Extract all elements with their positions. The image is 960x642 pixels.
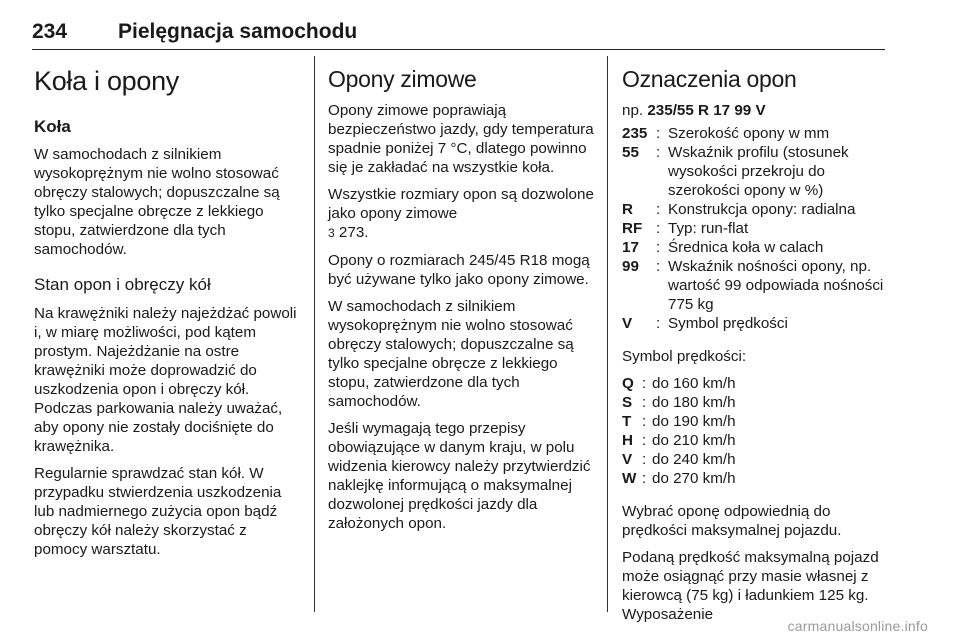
speed-row-separator: : (642, 450, 647, 468)
page-number: 234 (32, 20, 68, 43)
tire-markings-list (622, 124, 890, 333)
paragraph-diesel-rims: W samochodach z silnikiem wysokoprężnym nie wolno stosować obręczy stalowych; dopuszczalne są tylko specjalne obręcze z lekkiego stopu, zatwierdzone dla tych samochodów. (328, 297, 574, 410)
paragraph-max-speed: Podaną prędkość maksymalną pojazd może osiągnąć przy masie własnej z kierowcą (75 kg) i ładunkiem 125 kg. Wyposażenie (622, 548, 879, 623)
speed-row-code: H (622, 431, 633, 449)
example-code: 235/55 R 17 99 V (647, 101, 766, 119)
speed-row (622, 412, 736, 431)
paragraph-inspection: Regularnie sprawdzać stan kół. W przypadku stwierdzenia uszkodzenia lub nadmiernego zużycia opon bądź obręczy kół należy skorzystać z pomocy warsztatu. (34, 464, 282, 558)
marking-row-description: Szerokość opony w mm (668, 124, 830, 142)
speed-row (622, 450, 736, 469)
speed-row (622, 469, 736, 488)
page-header (32, 20, 885, 50)
page-reference-link[interactable]: 273. (338, 223, 369, 241)
paragraph-winter-sizes (328, 185, 594, 243)
marking-row-separator: : (656, 200, 661, 218)
paragraph-choose-tire: Wybrać oponę odpowiednią do prędkości maksymalnej pojazdu. (622, 502, 842, 539)
page-ref-arrow-icon: 3 (328, 225, 335, 240)
speed-row-code: V (622, 450, 633, 468)
marking-row-separator: : (656, 238, 661, 256)
paragraph-winter-intro: Opony zimowe poprawiają bezpieczeństwo jazdy, gdy temperatura spadnie poniżej 7 °C, dlatego powinno się je zakładać na wszystkie koła. (328, 101, 594, 176)
speed-symbol-heading: Symbol prędkości: (622, 347, 747, 365)
speed-row-separator: : (642, 469, 647, 487)
paragraph-245-45: Opony o rozmiarach 245/45 R18 mogą być używane tylko jako opony zimowe. (328, 251, 590, 288)
column-tire-markings (622, 56, 890, 632)
marking-row-separator: : (656, 219, 661, 237)
speed-row-separator: : (642, 412, 647, 430)
heading-tire-condition: Stan opon i obręczy kół (34, 275, 211, 295)
marking-row (622, 257, 890, 314)
marking-row-description: Typ: run-flat (668, 219, 749, 237)
speed-row (622, 431, 736, 450)
speed-row-code: W (622, 469, 637, 487)
marking-row-separator: : (656, 257, 661, 275)
speed-row-description: do 160 km/h (652, 374, 736, 392)
marking-row-description: Wskaźnik nośności opony, np. wartość 99 odpowiada nośności 775 kg (668, 257, 884, 313)
marking-row-code: 235 (622, 124, 648, 142)
paragraph-wheels: W samochodach z silnikiem wysokoprężnym nie wolno stosować obręczy stalowych; dopuszczalne są tylko specjalne obręcze z lekkiego stopu, zatwierdzone dla tych samochodów. (34, 146, 280, 259)
speed-row-code: S (622, 393, 633, 411)
header-divider (32, 49, 885, 50)
marking-row-description: Konstrukcja opony: radialna (668, 200, 856, 218)
marking-row (622, 238, 890, 257)
winter-sizes-text: Wszystkie rozmiary opon są dozwolone jako opony zimowe (328, 185, 594, 222)
column-divider-2 (607, 56, 608, 612)
marking-row-description: Wskaźnik profilu (stosunek wysokości przekroju do szerokości opony w %) (668, 143, 849, 199)
speed-row-description: do 270 km/h (652, 469, 736, 487)
marking-row-separator: : (656, 124, 661, 142)
speed-row-code: Q (622, 374, 634, 392)
marking-row-code: 17 (622, 238, 639, 256)
marking-row-description: Symbol prędkości (668, 314, 788, 332)
example-prefix: np. (622, 101, 644, 119)
marking-row-code: 55 (622, 143, 639, 161)
speed-row-separator: : (642, 431, 647, 449)
speed-row (622, 393, 736, 412)
speed-row-description: do 190 km/h (652, 412, 736, 430)
paragraph-speed-sticker: Jeśli wymagają tego przepisy obowiązujące w danym kraju, w polu widzenia kierowcy należy przytwierdzić naklejkę informującą o maksymalnej dozwolonej prędkości jazdy dla założonych opon. (328, 419, 591, 532)
marking-row-separator: : (656, 314, 661, 332)
paragraph-curbs: Na krawężniki należy najeżdżać powoli i, w miarę możliwości, pod kątem prostym. Najeżdżanie na ostre krawężniki może doprowadzić do uszkodzenia opon i obręczy kół. Podczas parkowania należy uważać, aby opony nie zostały dociśnięte do krawężnika. (34, 304, 297, 455)
speed-symbol-list (622, 374, 736, 488)
chapter-title: Pielęgnacja samochodu (118, 20, 358, 43)
speed-row-description: do 210 km/h (652, 431, 736, 449)
marking-row (622, 200, 890, 219)
marking-row-code: R (622, 200, 633, 218)
column-winter-tires (328, 56, 594, 541)
section-title-winter-tires: Opony zimowe (328, 66, 477, 92)
marking-row (622, 314, 890, 333)
speed-row-separator: : (642, 393, 647, 411)
section-title-tire-markings: Oznaczenia opon (622, 66, 797, 92)
marking-row-code: 99 (622, 257, 639, 275)
example-code-line (622, 101, 890, 120)
section-title-wheels-tires: Koła i opony (34, 66, 180, 96)
heading-wheels: Koła (34, 117, 71, 137)
column-wheels-tires (34, 56, 302, 567)
marking-row (622, 143, 890, 200)
marking-row (622, 219, 890, 238)
speed-row-separator: : (642, 374, 647, 392)
marking-row-separator: : (656, 143, 661, 161)
speed-row-code: T (622, 412, 632, 430)
speed-row-description: do 180 km/h (652, 393, 736, 411)
speed-row (622, 374, 736, 393)
column-divider-1 (314, 56, 315, 612)
marking-row (622, 124, 890, 143)
marking-row-description: Średnica koła w calach (668, 238, 824, 256)
marking-row-code: V (622, 314, 633, 332)
watermark: carmanualsonline.info (787, 618, 928, 634)
speed-row-description: do 240 km/h (652, 450, 736, 468)
marking-row-code: RF (622, 219, 643, 237)
